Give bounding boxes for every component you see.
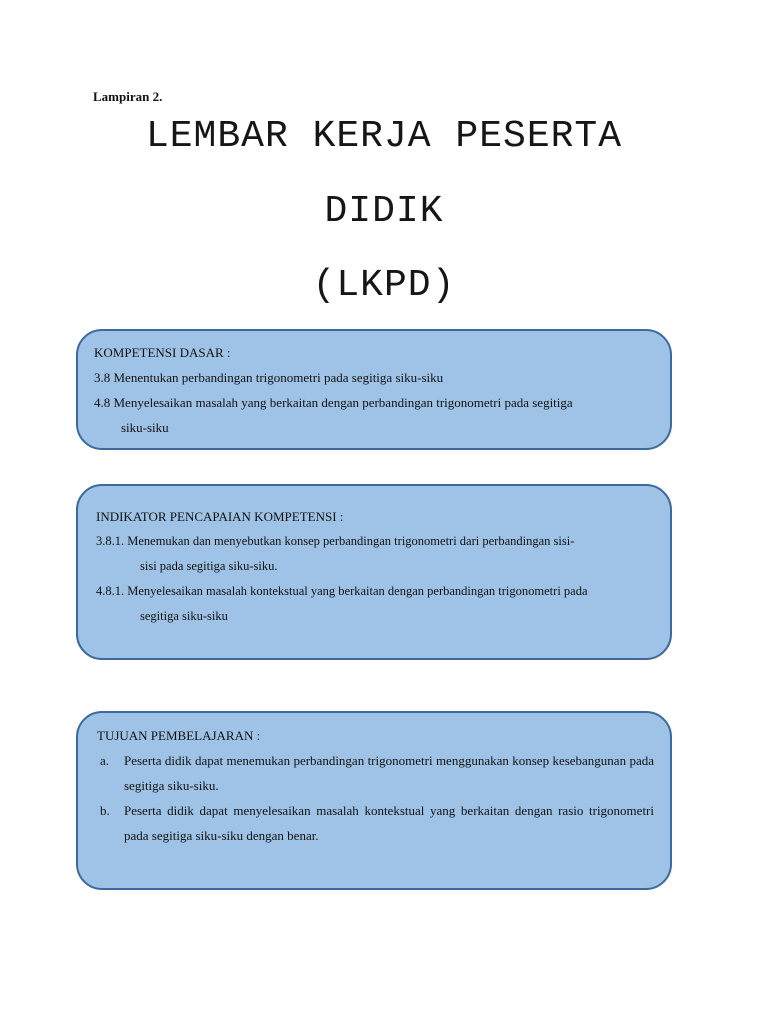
indikator-item-text: 3.8.1. Menemukan dan menyebutkan konsep perbandingan trigonometri dari perbandingan sisi-	[96, 534, 575, 548]
document-title-line-1: LEMBAR KERJA PESERTA	[145, 115, 623, 158]
tujuan-list-text: Peserta didik dapat menyelesaikan masalah kontekstual yang berkaitan dengan rasio trigonometri pada segitiga siku-siku dengan benar.	[124, 803, 654, 843]
kompetensi-dasar-heading: KOMPETENSI DASAR :	[94, 345, 231, 360]
tujuan-list-item	[97, 798, 654, 848]
tujuan-box	[76, 711, 672, 890]
indikator-heading: INDIKATOR PENCAPAIAN KOMPETENSI :	[96, 509, 344, 524]
document-title-line-2: DIDIK	[324, 190, 444, 233]
indikator-box	[76, 484, 672, 660]
kompetensi-dasar-box	[76, 329, 672, 450]
indikator-item	[96, 529, 654, 579]
kompetensi-dasar-item-text: 3.8 Menentukan perbandingan trigonometri pada segitiga siku-siku	[94, 370, 444, 385]
indikator-item-continuation: sisi pada segitiga siku-siku.	[140, 559, 278, 573]
tujuan-list-item	[97, 748, 654, 798]
indikator-item-continuation: segitiga siku-siku	[140, 609, 228, 623]
kompetensi-dasar-item	[94, 365, 654, 390]
kompetensi-dasar-item-text: 4.8 Menyelesaikan masalah yang berkaitan dengan perbandingan trigonometri pada segitiga	[94, 395, 573, 410]
tujuan-list-marker: a.	[100, 753, 110, 768]
indikator-item-text: 4.8.1. Menyelesaikan masalah kontekstual yang berkaitan dengan perbandingan trigonometri pada	[96, 584, 588, 598]
tujuan-list-text: Peserta didik dapat menemukan perbandingan trigonometri menggunakan konsep kesebangunan pada segitiga siku-siku.	[124, 753, 654, 793]
kompetensi-dasar-item-continuation: siku-siku	[121, 420, 169, 435]
document-title-line-3: (LKPD)	[312, 264, 456, 307]
indikator-item	[96, 579, 654, 629]
attachment-label: Lampiran 2.	[93, 89, 163, 104]
kompetensi-dasar-item	[94, 390, 654, 440]
tujuan-list-marker: b.	[100, 803, 110, 818]
tujuan-heading: TUJUAN PEMBELAJARAN :	[97, 728, 261, 743]
